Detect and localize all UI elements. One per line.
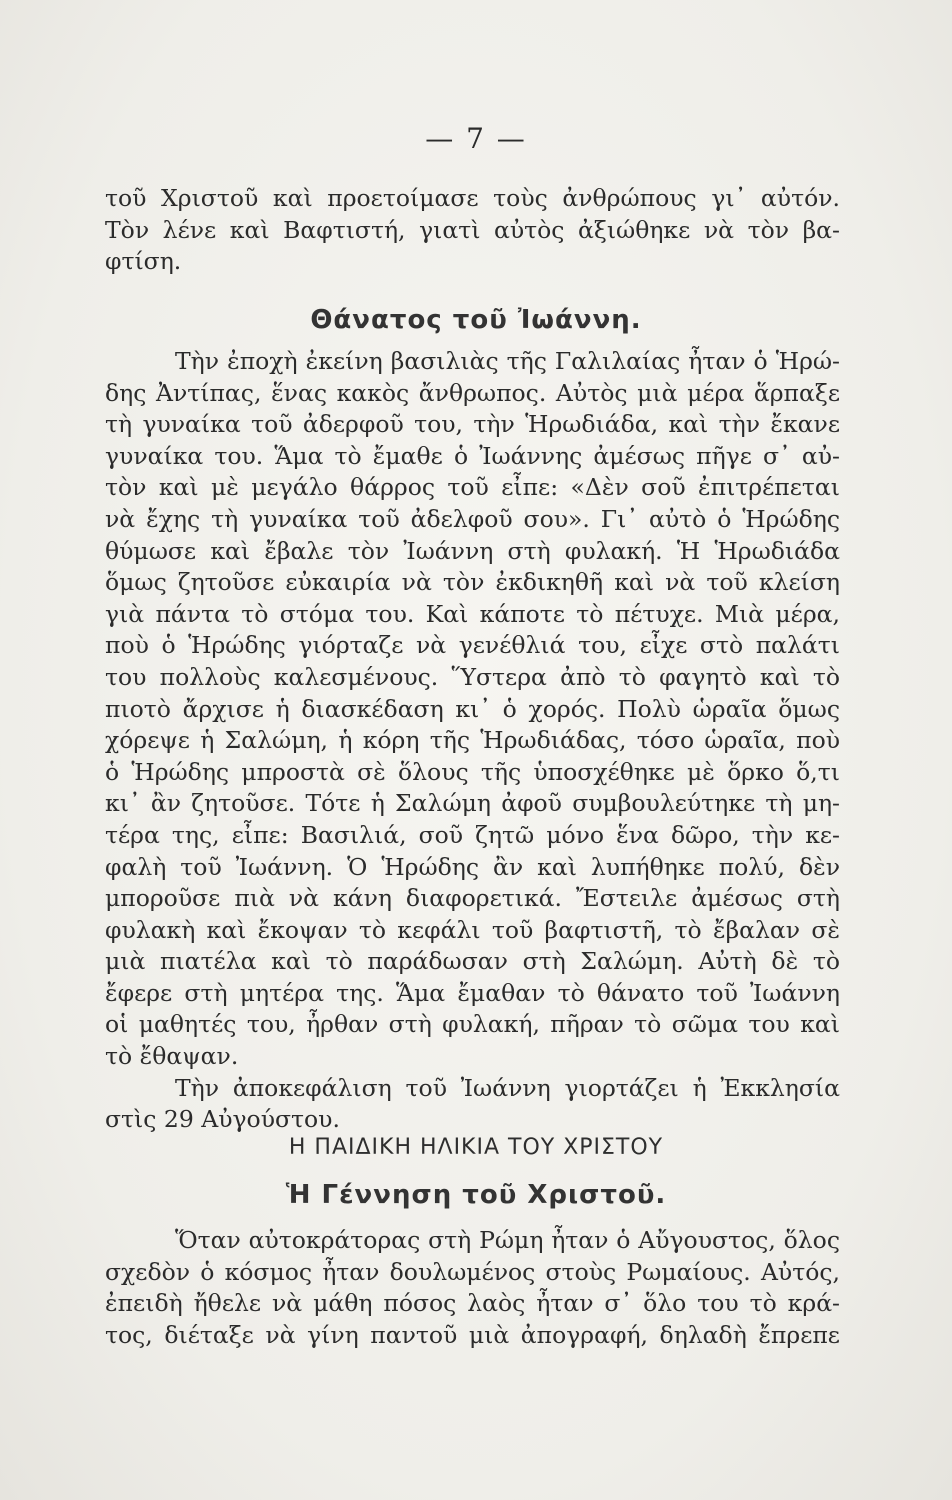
text-line: πιοτὸ ἄρχισε ἡ διασκέδαση κι᾿ ὁ χορός. Πολὺ ὡραῖα ὅμως	[105, 694, 840, 723]
text-line: τέρα της, εἶπε: Βασιλιά, σοῦ ζητῶ μόνο ἕνα δῶρο, τὴν κε-	[105, 820, 840, 849]
text-line: στὶς 29 Αὐγούστου.	[105, 1105, 340, 1134]
section-paragraph-death-of-john	[105, 346, 840, 1136]
text-line: μιὰ πιατέλα καὶ τὸ παράδωσαν στὴ Σαλώμη. Αὐτὴ δὲ τὸ	[105, 947, 840, 976]
text-line: δης Ἀντίπας, ἕνας κακὸς ἄνθρωπος. Αὐτὸς μιὰ μέρα ἅρπαξε	[105, 378, 840, 407]
text-line: φτίση.	[105, 247, 182, 276]
text-line: τὴ γυναίκα τοῦ ἀδερφοῦ του, τὴν Ἡρωδιάδα, καὶ τὴν ἔκανε	[105, 410, 840, 439]
text-line: Τὴν ἐποχὴ ἐκείνη βασιλιὰς τῆς Γαλιλαίας ἦταν ὁ Ἡρώ-	[175, 347, 840, 375]
text-line: σχεδὸν ὁ κόσμος ἦταν δουλωμένος στοὺς Ρωμαίους. Αὐτός,	[105, 1257, 840, 1286]
page-number: — 7 —	[425, 122, 527, 155]
text-line: κι᾿ ἂν ζητοῦσε. Τότε ἡ Σαλώμη ἀφοῦ συμβουλεύτηκε τὴ μη-	[105, 789, 840, 818]
text-line: ὅμως ζητοῦσε εὐκαιρία νὰ τὸν ἐκδικηθῆ καὶ νὰ τοῦ κλείση	[105, 568, 840, 597]
text-line: τὸν καὶ μὲ μεγάλο θάρρος τοῦ εἶπε: «Δὲν σοῦ ἐπιτρέπεται	[105, 473, 840, 502]
text-line: χόρεψε ἡ Σαλώμη, ἡ κόρη τῆς Ἡρωδιάδας, τόσο ὡραῖα, ποὺ	[105, 726, 840, 755]
text-line: ὁ Ἡρώδης μπροστὰ σὲ ὅλους τῆς ὑποσχέθηκε μὲ ὅρκο ὅ,τι	[105, 757, 840, 786]
section-paragraph-birth-of-christ	[105, 1225, 840, 1351]
text-line: του πολλοὺς καλεσμένους. Ὕστερα ἀπὸ τὸ φαγητὸ καὶ τὸ	[105, 662, 840, 691]
section-title-death-of-john: Θάνατος τοῦ Ἰωάννη.	[310, 305, 642, 335]
text-line: ἐπειδὴ ἤθελε νὰ μάθη πόσος λαὸς ἦταν σ᾿ ὅλο του τὸ κρά-	[105, 1289, 840, 1318]
text-line: τὸ ἔθαψαν.	[105, 1042, 239, 1071]
section-title-birth-of-christ: Ἡ Γέννηση τοῦ Χριστοῦ.	[285, 1180, 667, 1210]
text-line: φυλακὴ καὶ ἔκοψαν τὸ κεφάλι τοῦ βαφτιστῆ, τὸ ἔβαλαν σὲ	[105, 915, 840, 944]
text-line: φαλὴ τοῦ Ἰωάννη. Ὁ Ἡρώδης ἂν καὶ λυπήθηκε πολύ, δὲν	[105, 852, 840, 881]
intro-paragraph	[105, 183, 840, 278]
text-line: θύμωσε καὶ ἔβαλε τὸν Ἰωάννη στὴ φυλακή. Ἡ Ἡρωδιάδα	[105, 536, 840, 565]
text-line: Ὅταν αὐτοκράτορας στὴ Ρώμη ἦταν ὁ Αὔγουστος, ὅλος	[175, 1226, 840, 1254]
text-line: ποὺ ὁ Ἡρώδης γιόρταζε νὰ γενέθλιά του, εἶχε στὸ παλάτι	[105, 631, 840, 660]
text-line: τοῦ Χριστοῦ καὶ προετοίμασε τοὺς ἀνθρώπους γι᾿ αὐτόν.	[105, 184, 840, 212]
text-line: τος, διέταξε νὰ γίνη παντοῦ μιὰ ἀπογραφή, δηλαδὴ ἔπρεπε	[105, 1320, 840, 1349]
text-line: νὰ ἔχης τὴ γυναίκα τοῦ ἀδελφοῦ σου». Γι᾿ αὐτὸ ὁ Ἡρώδης	[105, 504, 840, 533]
chapter-title: Η ΠΑΙΔΙΚΗ ΗΛΙΚΙΑ ΤΟΥ ΧΡΙΣΤΟΥ	[288, 1135, 664, 1160]
text-line: ἔφερε στὴ μητέρα της. Ἅμα ἔμαθαν τὸ θάνατο τοῦ Ἰωάννη	[105, 978, 840, 1007]
text-line: Τὸν λένε καὶ Βαφτιστή, γιατὶ αὐτὸς ἀξιώθηκε νὰ τὸν βα-	[105, 215, 840, 244]
text-line: γιὰ πάντα τὸ στόμα του. Καὶ κάποτε τὸ πέτυχε. Μιὰ μέρα,	[105, 599, 840, 628]
text-line: Τὴν ἀποκεφάλιση τοῦ Ἰωάννη γιορτάζει ἡ Ἐκκλησία	[175, 1073, 840, 1102]
text-line: γυναίκα του. Ἅμα τὸ ἔμαθε ὁ Ἰωάννης ἀμέσως πῆγε σ᾿ αὐ-	[105, 441, 840, 470]
text-line: οἱ μαθητές του, ἦρθαν στὴ φυλακή, πῆραν τὸ σῶμα του καὶ	[105, 1010, 840, 1039]
text-line: μποροῦσε πιὰ νὰ κάνη διαφορετικά. Ἔστειλε ἀμέσως στὴ	[105, 884, 840, 913]
